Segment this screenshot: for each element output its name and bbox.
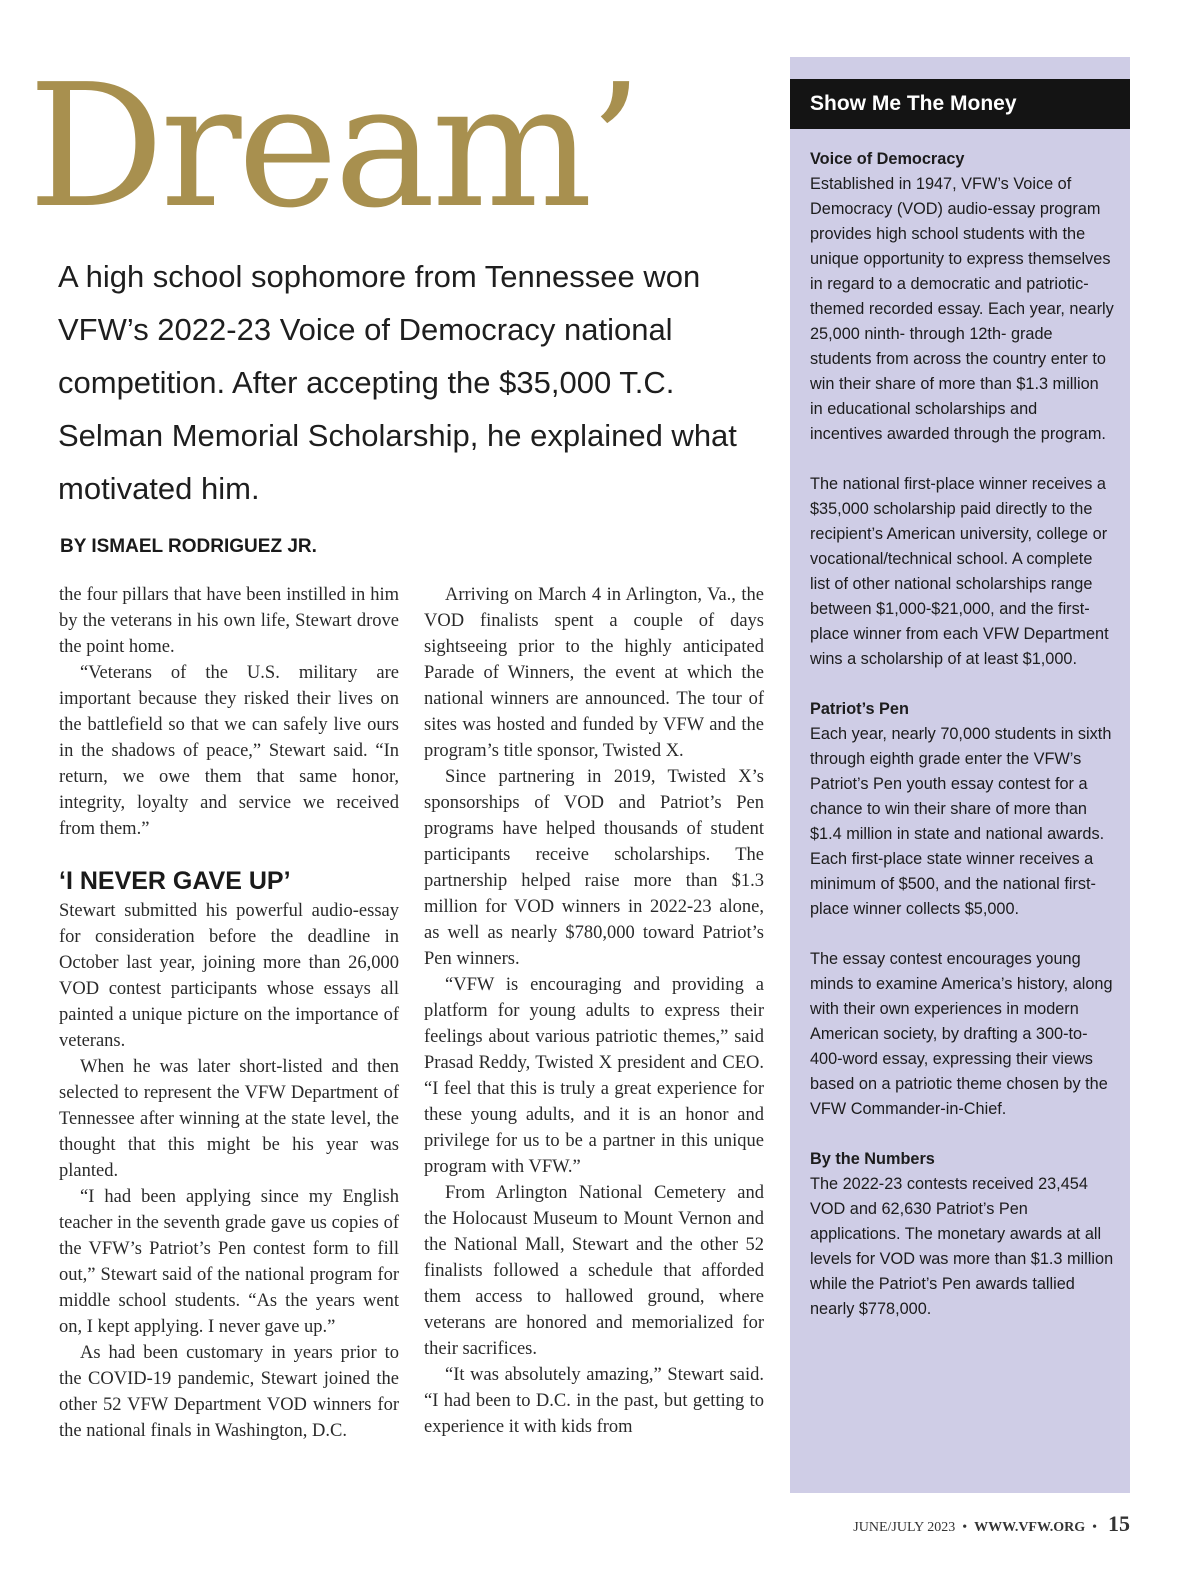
footer-bullet: • xyxy=(1092,1520,1097,1535)
sidebar-heading-numbers: By the Numbers xyxy=(810,1150,935,1168)
sidebar-heading-vod: Voice of Democracy xyxy=(810,150,965,168)
paragraph: From Arlington National Cemetery and the Holocaust Museum to Mount Vernon and the National Mall, Stewart and the other 52 finalists followed a schedule that afforded them access to hallowed ground, where veterans are honored and memorialized for their sacrifices. xyxy=(424,1183,764,1359)
issue-date: JUNE/JULY 2023 xyxy=(853,1520,956,1535)
section-subhead: ‘I NEVER GAVE UP’ xyxy=(59,867,291,895)
sidebar-paragraph: The 2022-23 contests received 23,454 VOD and 62,630 Patriot’s Pen applications. The monetary awards at all levels for VOD was more than $1.3 million while the Patriot’s Pen awards tallied nearly $778,000. xyxy=(810,1175,1114,1318)
paragraph: “It was absolutely amazing,” Stewart said. “I had been to D.C. in the past, but getting to experience it with kids from xyxy=(424,1365,764,1437)
page-number: 15 xyxy=(1108,1511,1130,1536)
paragraph: “VFW is encouraging and providing a platform for young adults to express their feelings about various patriotic themes,” said Prasad Reddy, Twisted X president and CEO. “I feel that this is truly a great experience for these young adults, and it is an honor and privilege for us to be a partner in this unique program with VFW.” xyxy=(424,975,764,1177)
sidebar-paragraph: Each year, nearly 70,000 students in sixth through eighth grade enter the VFW’s Patriot’s Pen youth essay contest for a chance to win their share of more than $1.4 million in state and national awards. Each first-place state winner receives a minimum of $500, and the national first-place winner collects $5,000. xyxy=(810,725,1112,918)
sidebar-title: Show Me The Money xyxy=(790,79,1130,129)
article-dek: A high school sophomore from Tennessee won VFW’s 2022-23 Voice of Democracy national competition. After accepting the $35,000 T.C. Selman Memorial Scholarship, he explained what motivated him. xyxy=(58,259,737,506)
paragraph: When he was later short-listed and then selected to represent the VFW Department of Tennessee after winning at the state level, the thought that this might be his year was planted. xyxy=(59,1057,399,1181)
sidebar-box xyxy=(790,57,1130,1493)
byline: BY ISMAEL RODRIGUEZ JR. xyxy=(60,536,317,557)
paragraph: the four pillars that have been instilled in him by the veterans in his own life, Stewart drove the point home. xyxy=(59,585,399,657)
headline: Dream’ xyxy=(28,48,639,246)
paragraph: As had been customary in years prior to the COVID-19 pandemic, Stewart joined the other 52 VFW Department VOD winners for the national finals in Washington, D.C. xyxy=(59,1343,399,1441)
sidebar-body xyxy=(790,129,1130,1322)
paragraph: Stewart submitted his powerful audio-essay for consideration before the deadline in October last year, joining more than 26,000 VOD contest participants whose essays all painted a unique picture on the importance of veterans. xyxy=(59,901,399,1051)
sidebar-paragraph: The essay contest encourages young minds to examine America’s history, along with their own experiences in modern American society, by drafting a 300-to-400-word essay, expressing their views based on a patriotic theme chosen by the VFW Commander-in-Chief. xyxy=(810,950,1113,1118)
sidebar-paragraph: Established in 1947, VFW’s Voice of Democracy (VOD) audio-essay program provides high school students with the unique opportunity to express themselves in regard to a democratic and patriotic-themed recorded essay. Each year, nearly 25,000 ninth- through 12th- grade students from across the country enter to win their share of more than $1.3 million in educational scholarships and incentives awarded through the program. xyxy=(810,175,1114,443)
paragraph: Arriving on March 4 in Arlington, Va., the VOD finalists spent a couple of days sightseeing prior to the highly anticipated Parade of Winners, the event at which the national winners are announced. The tour of sites was hosted and funded by VFW and the program’s title sponsor, Twisted X. xyxy=(424,585,764,761)
sidebar-paragraph: The national first-place winner receives a $35,000 scholarship paid directly to the recipient’s American university, college or vocational/technical school. A complete list of other national scholarships range between $1,000-$21,000, and the first-place winner from each VFW Department wins a scholarship of at least $1,000. xyxy=(810,475,1109,668)
article-column-1 xyxy=(59,582,399,1444)
paragraph: “Veterans of the U.S. military are important because they risked their lives on the battlefield so that we can safely live ours in the shadows of peace,” Stewart said. “In return, we owe them that same honor, integrity, loyalty and service we received from them.” xyxy=(59,663,399,839)
paragraph: Since partnering in 2019, Twisted X’s sponsorships of VOD and Patriot’s Pen programs have helped thousands of student participants receive scholarships. The partnership helped raise more than $1.3 million for VOD winners in 2022-23 alone, as well as nearly $780,000 toward Patriot’s Pen winners. xyxy=(424,767,764,969)
article-column-2 xyxy=(424,582,764,1440)
footer-bullet: • xyxy=(962,1520,968,1535)
page-footer xyxy=(853,1511,1130,1537)
sidebar-heading-patriots-pen: Patriot’s Pen xyxy=(810,700,909,718)
website-link[interactable]: WWW.VFW.ORG xyxy=(974,1520,1086,1535)
paragraph: “I had been applying since my English teacher in the seventh grade gave us copies of the VFW’s Patriot’s Pen contest form to fill out,” Stewart said of the national program for middle school students. “As the years went on, I kept applying. I never gave up.” xyxy=(59,1187,399,1337)
